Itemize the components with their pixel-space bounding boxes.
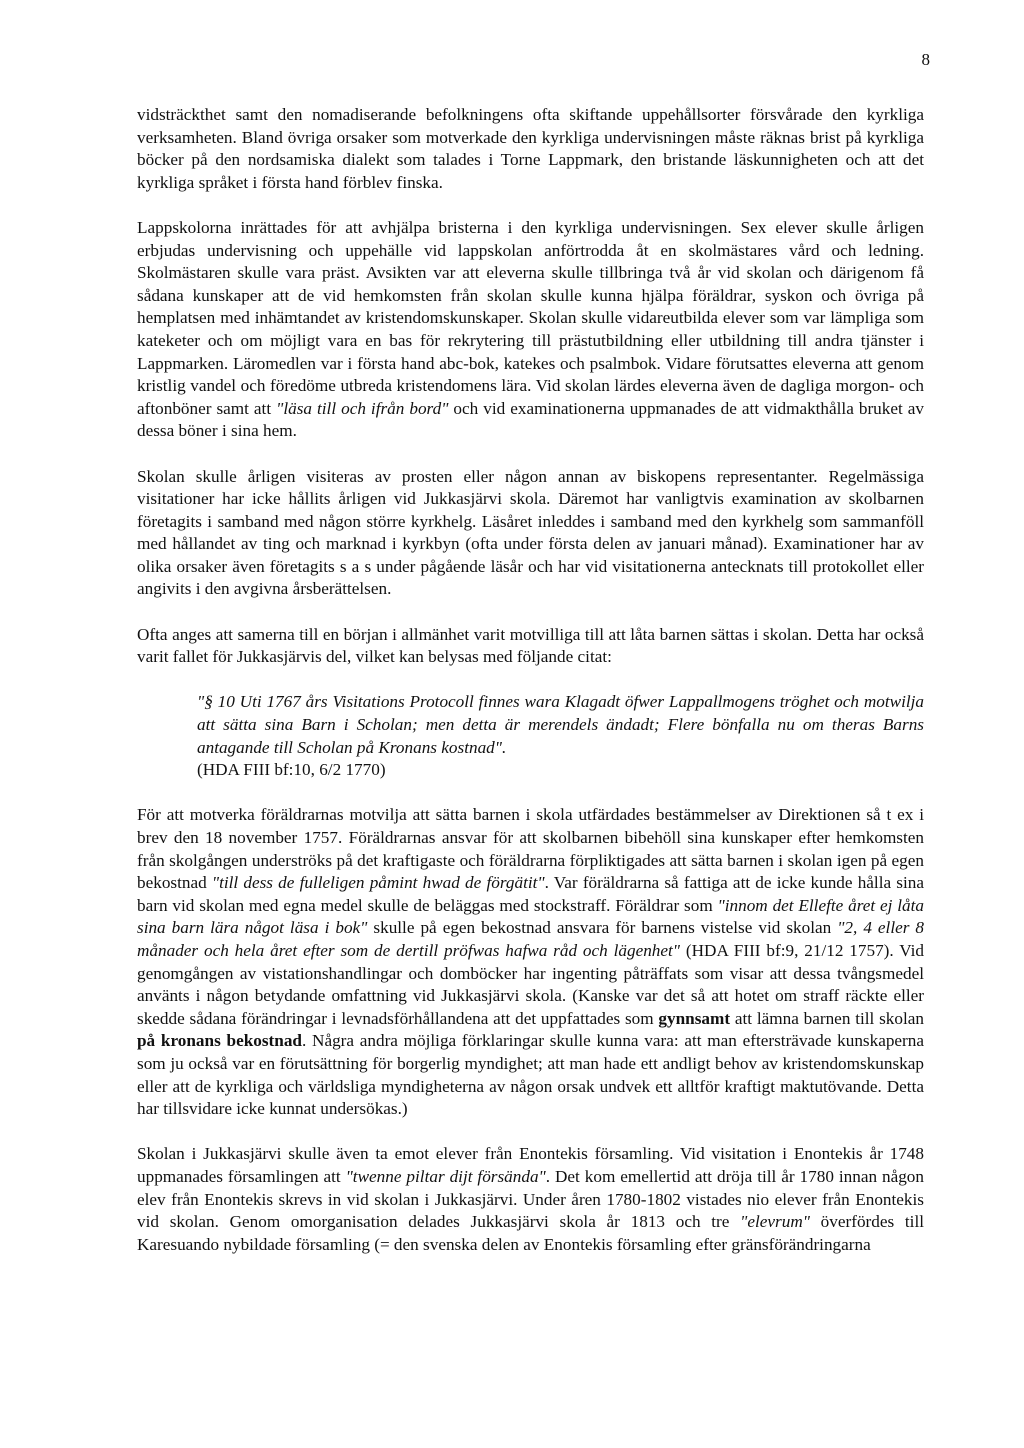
paragraph-6-a: Skolan i Jukkasjärvi skulle även ta emot elever från Enontekis församling. Vid visitation i Enontekis år 1748 uppmanades församlingen att (137, 1144, 924, 1186)
document-body (137, 104, 924, 1279)
paragraph-5-d: (HDA FIII bf:9, 21/12 1757). Vid genomgången av vistationshandlingar och domböcker har ingenting påträffats som visar att dessa tvångsmedel använts i någon betydande omfattning vid Jukkasjärvi skola. (Kanske var det så att hotet om straff räckte eller skedde sådana förändringar i levnadsförhållandena att det uppfattades som (137, 940, 924, 1028)
block-quote-reference: (HDA FIII bf:10, 6/2 1770) (197, 760, 386, 780)
paragraph-5 (137, 804, 924, 1120)
paragraph-2-text-after: och vid examinationerna uppmanades de att vidmakthålla bruket av dessa böner i sina hem. (137, 398, 924, 441)
paragraph-5-f: . Några andra möjliga förklaringar skulle kunna vara: att man eftersträvade kunskaperna som ju också var en förutsättning för borgerlig myndighet; att man hade ett andligt behov av kristendomskunskap eller att de kyrkliga och världsliga myndigheterna av någon orsak undvek ett alltför kraftigt maktutövande. Detta har tillsvidare icke kunnat undersökas.) (137, 1031, 924, 1119)
paragraph-6-quote-1: "twenne piltar dijt försända" (345, 1166, 546, 1186)
paragraph-5-b: . Var föräldrarna så fattiga att de icke kunde hålla sina barn vid skolan med egna medel skulle de beläggas med stockstraff. Föräldrar som (137, 873, 924, 915)
paragraph-2 (137, 217, 924, 443)
block-quote-text: "§ 10 Uti 1767 års Visitations Protocoll finnes wara Klagadt öfwer Lappallmogens tröghet och motwilja att sätta sina Barn i Scholan; men detta är merendels ändadt; Flere bönfalla nu om theras Barns antagande till Scholan på Kronans kostnad". (197, 692, 924, 757)
paragraph-6-b: . Det kom emellertid att dröja till år 1780 innan någon elev från Enontekis skrevs in vid skolan i Jukkasjärvi. Under åren 1780-1802 vistades nio elever från Enontekis vid skolan. Genom omorganisation delades Jukkasjärvi skola år 1813 och tre (137, 1166, 924, 1232)
paragraph-5-a: För att motverka föräldrarnas motvilja att sätta barnen i skola utfärdades bestämmelser av Direktionen så t ex i brev den 18 november 1757. Föräldrarnas ansvar för att skolbarnen bibehöll sina kunskaper efter hemkomsten från skolgången underströks på det kraftigaste och föräldrarna förpliktigades att sätta barnen i skolan igen på egen bekostnad (137, 805, 924, 893)
paragraph-2-quote: "läsa till och ifrån bord" (276, 398, 449, 418)
paragraph-5-c: skulle på egen bekostnad ansvara för barnens vistelse vid skolan (367, 918, 838, 938)
page-number: 8 (921, 50, 930, 69)
paragraph-6 (137, 1143, 924, 1256)
paragraph-5-quote-3: "2, 4 eller 8 månader och hela året efter som de dertill pröfwas hafwa råd och lägenhet" (137, 918, 925, 960)
block-quote (197, 691, 924, 781)
paragraph-6-quote-2: "elevrum" (740, 1212, 810, 1232)
paragraph-1: vidsträckthet samt den nomadiserande befolkningens ofta skiftande uppehållsorter försvårade den kyrkliga verksamheten. Bland övriga orsaker som motverkade den kyrkliga undervisningen måste räknas brist på kyrkliga böcker på den nordsamiska dialekt som talades i Torne Lappmark, den bristande läskunnigheten och att det kyrkliga språket i första hand förblev finska. (137, 105, 924, 192)
paragraph-5-bold-2: på kronans bekostnad (137, 1031, 302, 1051)
paragraph-5-bold-1: gynnsamt (658, 1008, 731, 1028)
paragraph-4: Ofta anges att samerna till en början i allmänhet varit motvilliga till att låta barnen sättas i skolan. Detta har också varit fallet för Jukkasjärvis del, vilket kan belysas med följande citat: (137, 624, 924, 667)
paragraph-6-c: överfördes till Karesuando nybildade församling (= den svenska delen av Enontekis församling efter gränsförändringarna (137, 1212, 925, 1254)
paragraph-2-text: Lappskolorna inrättades för att avhjälpa bristerna i den kyrkliga undervisningen. Sex elever skulle årligen erbjudas undervisning och uppehälle vid lappskolan anförtrodda åt en skolmästares vård och ledning. Skolmästaren skulle vara präst. Avsikten var att eleverna skulle tillbringa två år vid skolan och därigenom få sådana kunskaper att de vid hemkomsten från skolan skulle kunna hjälpa föräldrar, syskon och övriga på hemplatsen med inhämtandet av kristendomskunskaper. Skolan skulle vidareutbilda elever som var lämpliga som kateketer och om möjligt vara en bas för rekrytering till prästutbildning eller utbildning till andra tjänster i Lappmarken. Läromedlen var i första hand abc-bok, katekes och psalmbok. Vidare förutsattes eleverna att genom kristlig vandel och föredöme utbreda kristendomens lära. Vid skolan lärdes eleverna även de dagliga morgon- och aftonböner samt att (137, 217, 924, 418)
paragraph-5-quote-2: "innom det Ellefte året ej låta sina barn lära något läsa i bok" (137, 895, 924, 938)
paragraph-5-quote-1: "till dess de fulleligen påmint hwad de förgätit" (211, 873, 545, 893)
paragraph-3: Skolan skulle årligen visiteras av prosten eller någon annan av biskopens representanter. Regelmässiga visitationer har icke hållits årligen vid Jukkasjärvi skola. Däremot har vanligtvis examination av skolbarnen företagits i samband med någon större kyrkhelg. Läsåret inleddes i samband med den kyrkhelg som sammanföll med hållandet av ting och marknad i kyrkbyn (ofta under första delen av januari månad). Examinationer har av olika orsaker även företagits s a s under pågående läsår och har vid visitationerna antecknats till protokollet eller angivits i den avgivna årsberättelsen. (137, 466, 924, 599)
paragraph-5-e: att lämna barnen till skolan (730, 1008, 924, 1028)
